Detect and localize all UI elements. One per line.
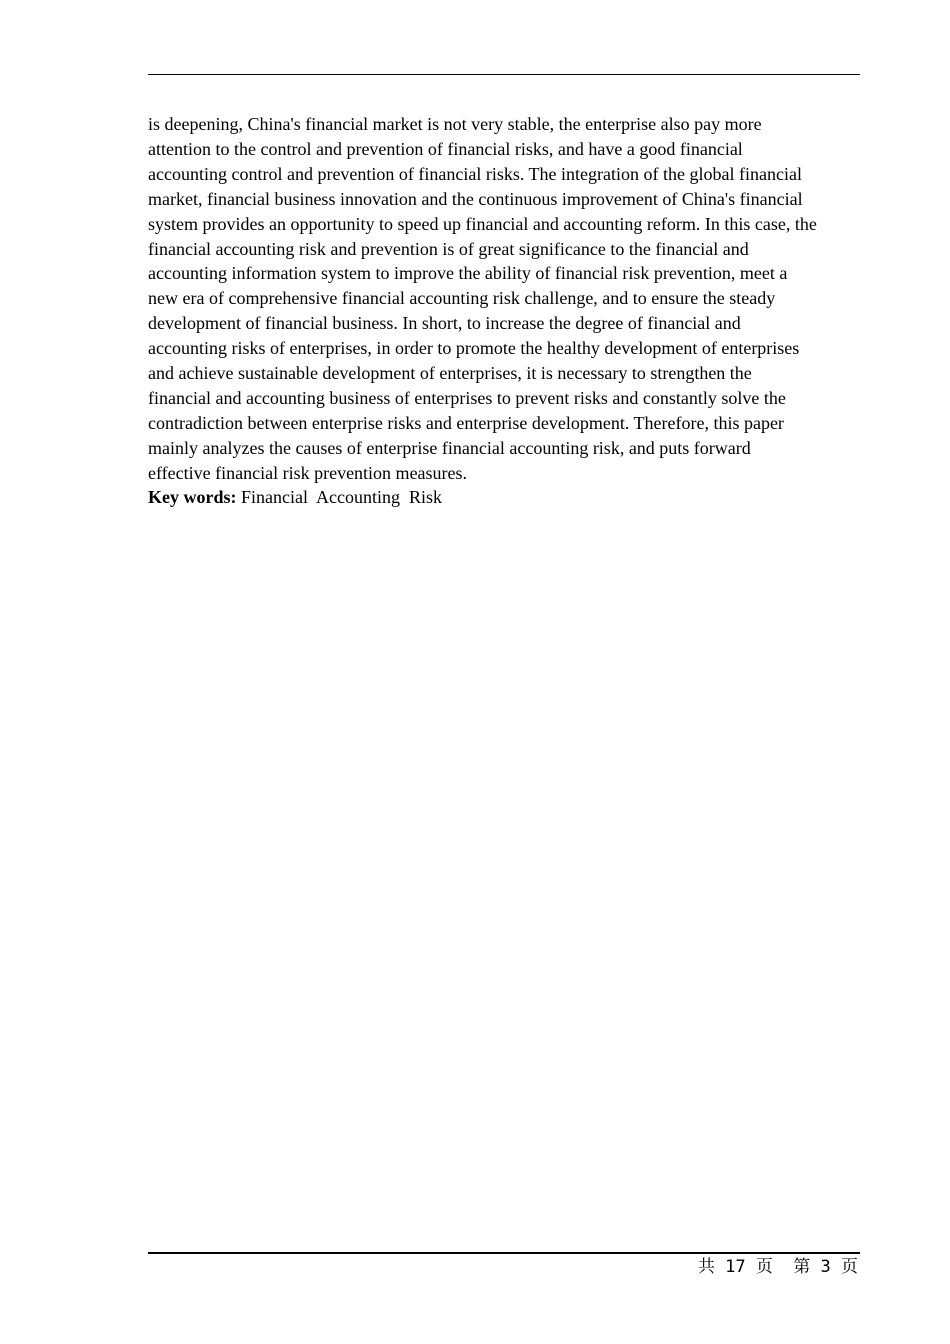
page-number: 共 17 页 第 3 页 <box>697 1257 858 1277</box>
keywords-label: Key words: <box>148 487 237 507</box>
keywords-line <box>148 485 860 510</box>
header-rule <box>148 74 860 75</box>
keywords-value: Financial Accounting Risk <box>236 487 442 507</box>
footer-rule <box>148 1252 860 1254</box>
abstract-body: is deepening, China's financial market is not very stable, the enterprise also pay more attention to the control and prevention of financial risks, and have a good financial accounting control and prevention of financial risks. The integration of the global financial market, financial business innovation and the continuous improvement of China's financial system provides an opportunity to speed up financial and accounting reform. In this case, the financial accounting risk and prevention is of great significance to the financial and accounting information system to improve the ability of financial risk prevention, meet a new era of comprehensive financial accounting risk challenge, and to ensure the steady development of financial business. In short, to increase the degree of financial and accounting risks of enterprises, in order to promote the healthy development of enterprises and achieve sustainable development of enterprises, it is necessary to strengthen the financial and accounting business of enterprises to prevent risks and constantly solve the contradiction between enterprise risks and enterprise development. Therefore, this paper mainly analyzes the causes of enterprise financial accounting risk, and puts forward effective financial risk prevention measures. <box>148 114 817 483</box>
